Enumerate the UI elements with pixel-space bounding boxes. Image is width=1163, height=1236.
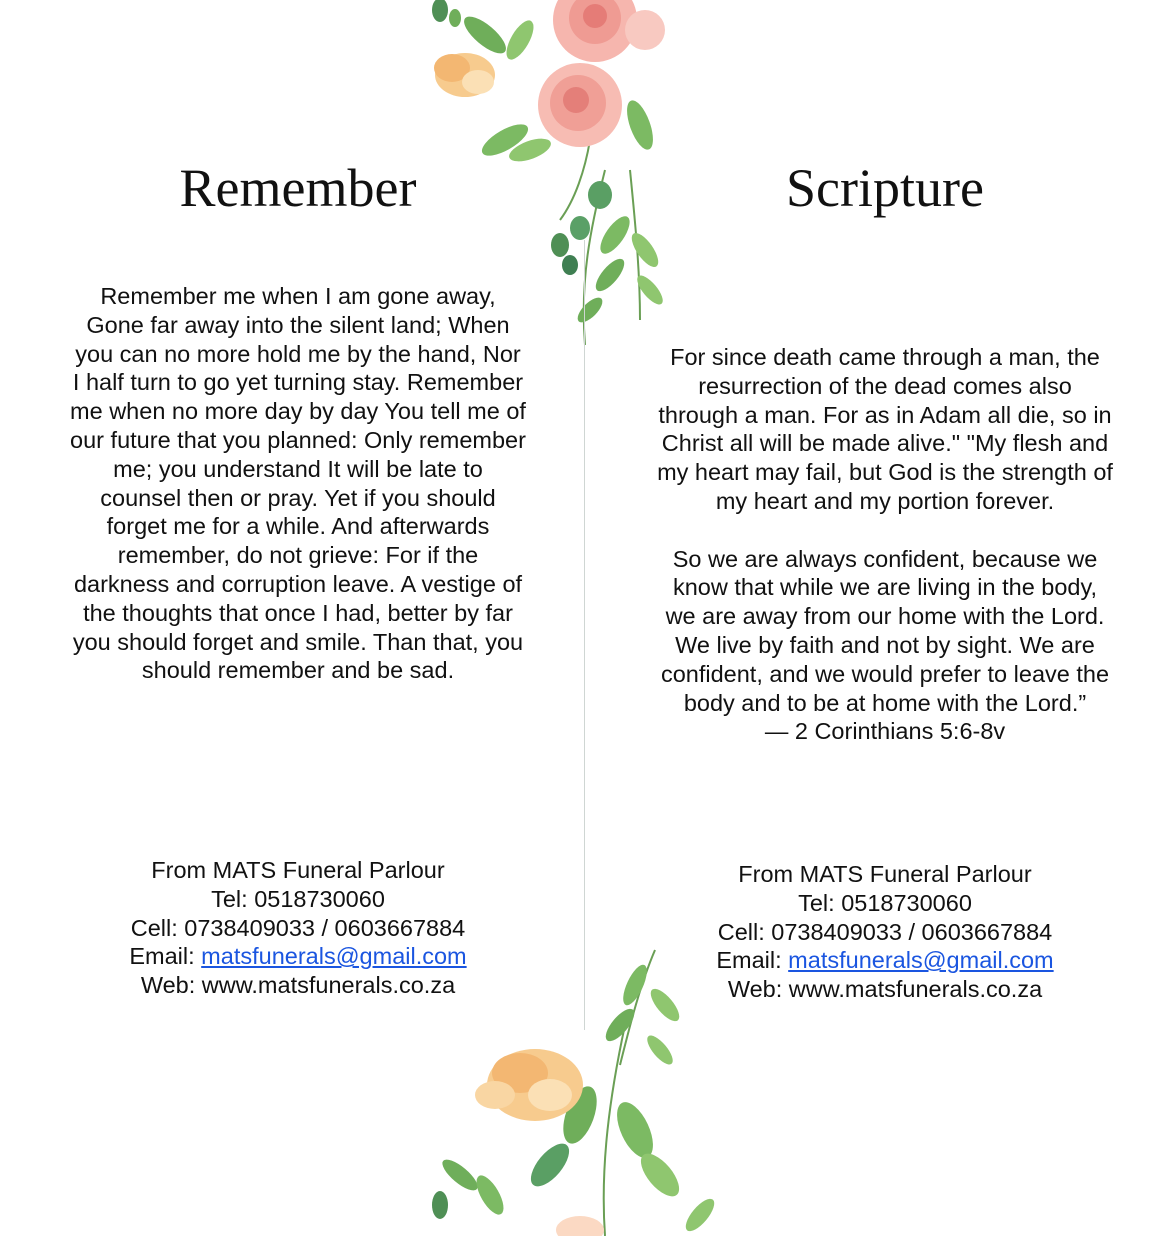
scripture-reference: — 2 Corinthians 5:6-8v [764,718,1006,745]
center-divider [584,240,585,1030]
email-line [70,942,526,971]
website: Web: www.matsfunerals.co.za [140,972,456,999]
parlour-name: From MATS Funeral Parlour [738,861,1032,887]
website: Web: www.matsfunerals.co.za [727,976,1043,1003]
remember-poem [70,282,526,685]
cell-numbers: Cell: 0738409033 / 0603667884 [130,914,466,941]
telephone: Tel: 0518730060 [798,889,972,916]
poem-text: Remember me when I am gone away, Gone far away into the silent land; When you can no more hold me by the hand, Nor I half turn to go yet turning stay. Remember me when no more day by day You tell me of our future that you planned: Only remember me; you understand It will be late to counsel then or pray. Yet if you should forget me for a while. And afterwards remember, do not grieve: For if the darkness and corruption leave. A vestige of the thoughts that once I had, better by far you should forget and smile. Than that, you should remember and be sad. [70,283,526,684]
scripture-heading: Scripture [786,158,984,218]
scripture-text [657,343,1113,746]
scripture-verse-2: So we are always confident, because we know that while we are living in the body, we are away from our home with the Lord. We live by faith and not by sight. We are confident, and we would prefer to leave the body and to be at home with the Lord.” [660,545,1110,716]
email-link[interactable]: matsfunerals@gmail.com [788,947,1054,974]
parlour-name: From MATS Funeral Parlour [151,857,445,883]
email-label: Email: [716,947,789,974]
contact-block-left [70,856,526,1000]
contact-block-right [657,860,1113,1004]
email-link[interactable]: matsfunerals@gmail.com [201,943,467,970]
email-line [657,946,1113,975]
telephone: Tel: 0518730060 [211,885,385,912]
cell-numbers: Cell: 0738409033 / 0603667884 [717,918,1053,945]
remember-heading: Remember [179,158,417,218]
scripture-verse-1: For since death came through a man, the resurrection of the dead comes also through a man. For as in Adam all die, so in Christ all will be made alive." "My flesh and my heart may fail, but God is the strength of my heart and my portion forever. [657,344,1113,514]
email-label: Email: [129,943,202,970]
